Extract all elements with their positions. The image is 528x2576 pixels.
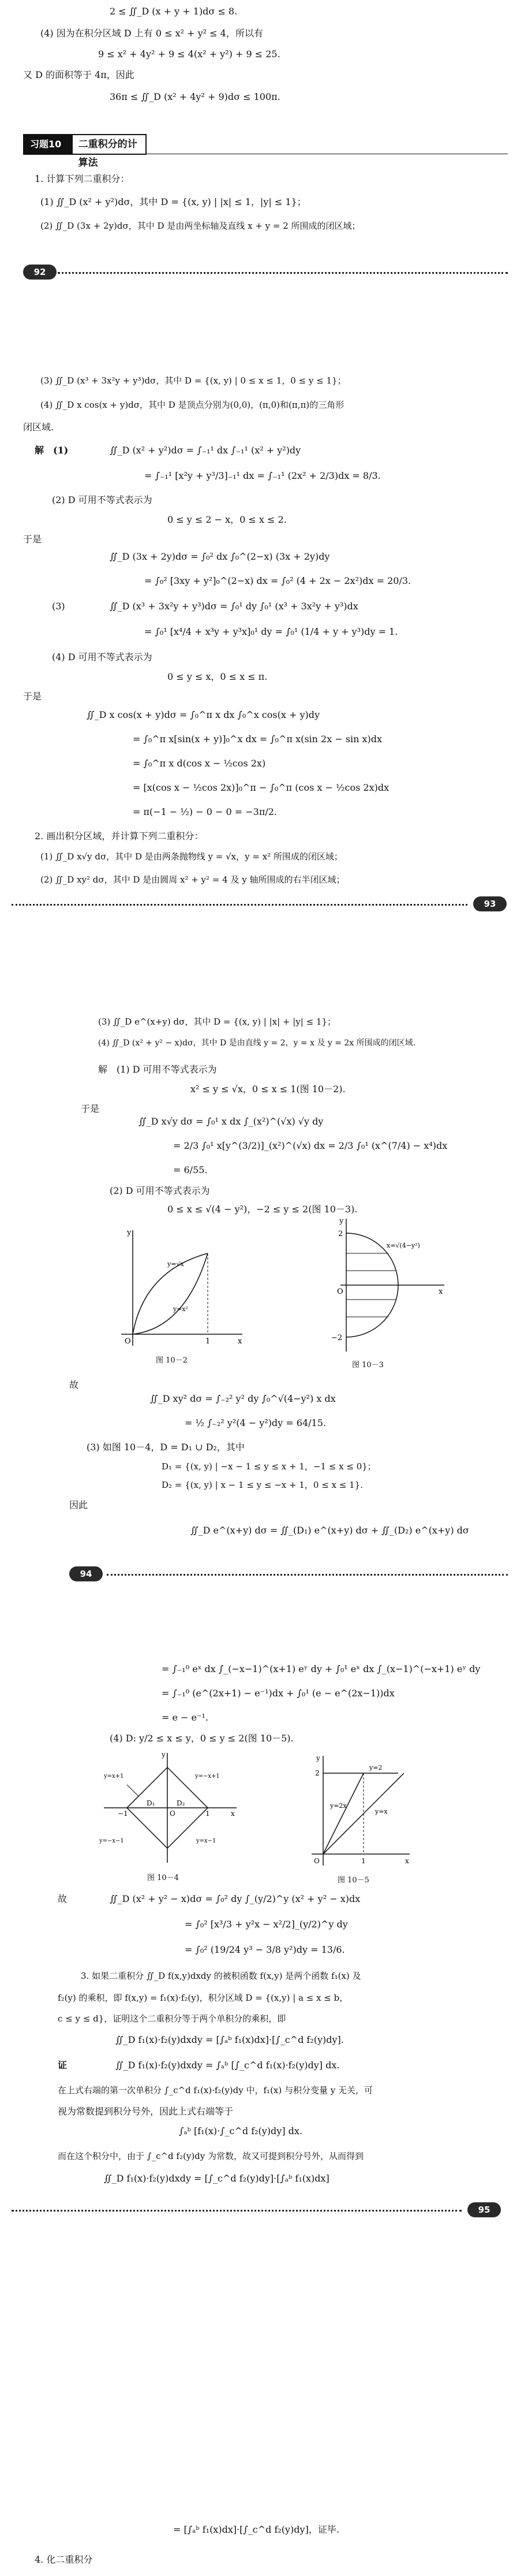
text-line: (4) 因为在积分区域 D 上有 0 ≤ x² + y² ≤ 4，所以有 [40, 28, 263, 39]
problem-line: 闭区域. [23, 422, 54, 433]
text-line: 因此 [69, 1499, 88, 1510]
page-divider [58, 272, 508, 274]
axis-label: x [238, 1337, 242, 1346]
text-line: (3) [52, 601, 65, 612]
formula-line: ∬_D (x³ + 3x²y + y³)dσ = ∫₀¹ dy ∫₀¹ (x³ + 3x²y + y³)dx [110, 601, 358, 612]
origin-label: O [314, 1857, 320, 1865]
formula-line: = ∫₀^π x d(cos x − ½cos 2x) [133, 758, 266, 769]
problem-line: (2) ∬_D (3x + 2y)dσ，其中 D 是由两坐标轴及直线 x + y = 2 所围成的闭区域； [40, 221, 361, 231]
axis-label: x [405, 1857, 409, 1865]
axis-label: y [127, 1229, 132, 1237]
formula-line: = ∫₀^π x[sin(x + y)]₀^x dx = ∫₀^π x(sin 2x − sin x)dx [133, 734, 383, 744]
page-number: 95 [467, 2202, 501, 2217]
formula-line: 0 ≤ x ≤ √(4 − y²)，−2 ≤ y ≤ 2(图 10－3). [167, 1204, 358, 1215]
line-label: y=−x−1 [99, 1838, 124, 1844]
tick-label: 1 [205, 1337, 211, 1346]
page-divider [107, 1574, 508, 1576]
text-line: 而在这个积分中，由于 ∫_c^d f₂(y)dy 为常数，故又可提到积分号外，从而得到 [58, 2151, 364, 2161]
formula-line: ∫ₐᵇ [f₁(x)·∫_c^d f₂(y)dy] dx. [179, 2125, 303, 2136]
text-line: (2) D 可用不等式表示为 [52, 494, 152, 505]
curve-label: y=√x [167, 1260, 184, 1268]
problem-line: (4) ∬_D (x² + y² − x)dσ，其中 D 是由直线 y = 2，y = x 及 y = 2x 所围成的闭区域. [98, 1038, 416, 1048]
figure-10-5 [300, 1750, 415, 1871]
formula-line: ∬_D e^(x+y) dσ = ∬_(D₁) e^(x+y) dσ + ∬_(D₂) e^(x+y) dσ [190, 1525, 469, 1536]
axis-label: y [339, 1217, 344, 1226]
text-line: 2 ≤ ∬_D (x + y + 1)dσ ≤ 8. [110, 6, 238, 17]
formula-line: = [∫ₐᵇ f₁(x)dx]·[∫_c^d f₂(y)dy]，证毕. [173, 2524, 339, 2535]
text-line: 故 [58, 1893, 68, 1904]
axis-label: x [439, 1287, 443, 1296]
formula-line: ∬_D f₁(x)·f₂(y)dxdy = [∫ₐᵇ f₁(x)dx]·[∫_c^d f₂(y)dy]. [115, 2034, 344, 2045]
text-line: 于是 [23, 691, 42, 702]
line-y-2x [323, 1773, 364, 1854]
formula-line: = [x(cos x − ½cos 2x)]₀^π − ∫₀^π (cos x − ½cos 2x)dx [133, 782, 390, 793]
figure-caption: 图 10－2 [156, 1356, 188, 1365]
text-line: 解 (1) D 可用不等式表示为 [98, 1064, 217, 1075]
formula-line: ∬_D f₁(x)·f₂(y)dxdy = ∫ₐᵇ [∫_c^d f₁(x)·f₂(y)dy] dx. [115, 2060, 340, 2071]
problem-line: (3) ∬_D e^(x+y) dσ，其中 D = {(x, y) | |x| + |y| ≤ 1}； [98, 1017, 336, 1027]
tick-label: −2 [331, 1334, 343, 1342]
text-line: (2) D 可用不等式表示为 [110, 1185, 210, 1196]
page-number: 92 [23, 265, 57, 280]
line-label: y=x [375, 1808, 388, 1815]
axis-label: y [162, 1751, 166, 1759]
formula-line: = π(−1 − ½) − 0 − 0 = −3π/2. [133, 806, 278, 817]
exercise-tag: 习题10－2 [24, 135, 73, 154]
formula-line: ∬_D x cos(x + y)dσ = ∫₀^π x dx ∫₀^x cos(x + y)dy [87, 709, 320, 720]
formula-line: 0 ≤ y ≤ 2 − x，0 ≤ x ≤ 2. [167, 514, 287, 525]
text-line: 于是 [23, 534, 42, 545]
tick-label: 2 [315, 1769, 320, 1777]
formula-line: ∬_D (3x + 2y)dσ = ∫₀² dx ∫₀^(2−x) (3x + 2y)dy [110, 551, 330, 562]
formula-line: x² ≤ y ≤ √x，0 ≤ x ≤ 1(图 10－2). [190, 1084, 346, 1095]
text-line: 36π ≤ ∬_D (x² + 4y² + 9)dσ ≤ 100π. [110, 91, 280, 102]
problem-line: 1. 计算下列二重积分： [35, 173, 130, 184]
line-label: y=2x [330, 1802, 347, 1810]
axis-label: x [231, 1810, 235, 1818]
formula-line: ∬_D x√y dσ = ∫₀¹ x dx ∫_(x²)^(√x) √y dy [138, 1116, 324, 1127]
hatch-line [127, 1785, 138, 1796]
line-label: y=x+1 [104, 1773, 124, 1780]
text-line: (4) D 可用不等式表示为 [52, 652, 152, 662]
tick-label: −1 [118, 1810, 128, 1818]
formula-line: = 6/55. [173, 1164, 208, 1175]
origin-label: O [125, 1337, 131, 1346]
formula-line: = ∫₀² [3xy + y²]₀^(2−x) dx = ∫₀² (4 + 2x − 2x²)dx = 20/3. [144, 575, 411, 586]
formula-line: = ½ ∫₋₂² y²(4 − y²)dy = 64/15. [185, 1417, 326, 1428]
page-divider [12, 904, 467, 906]
exercise-header [23, 134, 147, 169]
text-line: 视为常数提到积分号外，因此上式右端等于 [58, 2106, 234, 2117]
region-label: D₂ [177, 1799, 185, 1807]
figure-caption: 图 10－5 [338, 1876, 369, 1885]
text-line: (3) 如图 10－4，D = D₁ ∪ D₂，其中 [87, 1442, 245, 1453]
problem-line: 4. 化二重积分 [35, 2554, 93, 2565]
line-label: y=x−1 [196, 1838, 216, 1844]
page-94 [0, 1017, 528, 1600]
formula-line: = ∫₋₁⁰ eˣ dx ∫_(−x−1)^(x+1) eʸ dy + ∫₀¹ eˣ dx ∫_(x−1)^(−x+1) eʸ dy [162, 1663, 481, 1674]
tick-label: 1 [205, 1810, 210, 1818]
text-line: 故 [69, 1379, 79, 1390]
problem-line: 2. 画出积分区域，并计算下列二重积分： [35, 831, 204, 842]
problem-line: (3) ∬_D (x³ + 3x²y + y³)dσ，其中 D = {(x, y) | 0 ≤ x ≤ 1，0 ≤ y ≤ 1}； [40, 375, 346, 386]
curve-label: x=√(4−y²) [387, 1242, 420, 1249]
formula-line: = ∫₀² [x³/3 + y²x − x²/2]_(y/2)^y dy [185, 1919, 348, 1930]
formula-line: D₁ = {(x, y) | −x − 1 ≤ y ≤ x + 1，−1 ≤ x ≤ 0}； [162, 1461, 376, 1472]
line-label: y=2 [369, 1764, 383, 1771]
text-line: (4) D: y/2 ≤ x ≤ y，0 ≤ y ≤ 2(图 10－5). [110, 1733, 294, 1744]
problem-line: f₂(y) 的乘积，即 f(x,y) = f₁(x)·f₂(y)，积分区域 D = {(x,y) | a ≤ x ≤ b， [58, 1993, 349, 2003]
page-92 [0, 0, 528, 381]
axis-label: y [316, 1754, 320, 1762]
formula-line: = ∫₀¹ [x⁴/4 + x³y + y³x]₀¹ dy = ∫₀¹ (1/4 + y + y³)dy = 1. [144, 626, 398, 637]
formula-line: = e − e⁻¹. [162, 1712, 208, 1723]
page-divider [12, 2210, 462, 2212]
region-label: D₁ [147, 1799, 155, 1807]
solution-label: 解 (1) [35, 445, 69, 456]
problem-line: (1) ∬_D (x² + y²)dσ，其中 D = {(x, y) | |x| ≤ 1，|y| ≤ 1}； [40, 196, 306, 207]
formula-line: ∬_D f₁(x)·f₂(y)dxdy = [∫_c^d f₂(y)dy]·[∫ₐᵇ f₁(x)dx] [104, 2173, 329, 2184]
formula-line: ∬_D xy² dσ = ∫₋₂² y² dy ∫₀^√(4−y²) x dx [150, 1393, 336, 1404]
formula-line: = 2/3 ∫₀¹ x[y^(3/2)]_(x²)^(√x) dx = 2/3 ∫₀¹ (x^(7/4) − x⁴)dx [173, 1140, 448, 1151]
formula-line: D₂ = {(x, y) | x − 1 ≤ y ≤ −x + 1，0 ≤ x ≤ 1}. [162, 1480, 363, 1490]
formula-line: = ∫₋₁¹ [x²y + y³/3]₋₁¹ dx = ∫₋₁¹ (2x² + 2/3)dx = 8/3. [144, 470, 381, 481]
formula-line: ∬_D (x² + y²)dσ = ∫₋₁¹ dx ∫₋₁¹ (x² + y²)dy [110, 445, 301, 456]
text-line: 于是 [81, 1103, 100, 1114]
formula-line: ∬_D (x² + y² − x)dσ = ∫₀² dy ∫_(y/2)^y (x² + y² − x)dx [110, 1893, 361, 1904]
exercise-title: 二重积分的计算法 [78, 139, 137, 169]
page-95 [0, 1663, 528, 2472]
formula-line: 0 ≤ y ≤ x，0 ≤ x ≤ π. [167, 671, 268, 682]
figure-10-3 [323, 1213, 450, 1357]
problem-line: c ≤ y ≤ d}，证明这个二重积分等于两个单积分的乘积，即 [58, 2013, 286, 2024]
text-line: 9 ≤ x² + 4y² + 9 ≤ 4(x² + y²) + 9 ≤ 25. [98, 49, 280, 59]
origin-label: O [337, 1287, 343, 1296]
tick-label: 2 [338, 1230, 343, 1238]
figure-10-4 [92, 1750, 242, 1866]
formula-line: = ∫₋₁⁰ (e^(2x+1) − e⁻¹)dx + ∫₀¹ (e − e^(2x−1))dx [162, 1688, 395, 1699]
page-number: 94 [69, 1566, 103, 1581]
page-93 [0, 370, 528, 947]
page-number: 93 [473, 896, 507, 911]
line-label: y=−x+1 [195, 1773, 220, 1780]
proof-label: 证 [58, 2060, 68, 2071]
problem-line: 3. 如果二重积分 ∬_D f(x,y)dxdy 的被积函数 f(x,y) 是两个函数 f₁(x) 及 [81, 1971, 361, 1981]
figure-caption: 图 10－3 [352, 1361, 384, 1369]
origin-label: O [170, 1810, 175, 1818]
figure-10-2 [110, 1224, 248, 1352]
text-line: 在上式右端的第一次单积分 ∫_c^d f₁(x)·f₂(y)dy 中，f₁(x) 与积分变量 y 无关，可 [58, 2085, 373, 2095]
problem-line: (2) ∬_D xy² dσ，其中 D 是由圆周 x² + y² = 4 及 y 轴所围成的右半闭区域； [40, 874, 345, 885]
problem-line: (4) ∬_D x cos(x + y)dσ，其中 D 是顶点分别为(0,0)，(π,0)和(π,π)的三角形 [40, 400, 344, 410]
figure-caption: 图 10－4 [147, 1874, 179, 1882]
text-line: 又 D 的面积等于 4π，因此 [23, 69, 134, 80]
problem-line: (1) ∬_D x√y dσ，其中 D 是由两条抛物线 y = √x，y = x² 所围成的闭区域； [40, 851, 343, 862]
formula-line: = ∫₀² (19/24 y³ − 3/8 y²)dy = 13/6. [185, 1944, 345, 1955]
page-96 [0, 2524, 528, 2576]
curve-label: y=x² [173, 1305, 189, 1313]
tick-label: 1 [361, 1857, 366, 1865]
